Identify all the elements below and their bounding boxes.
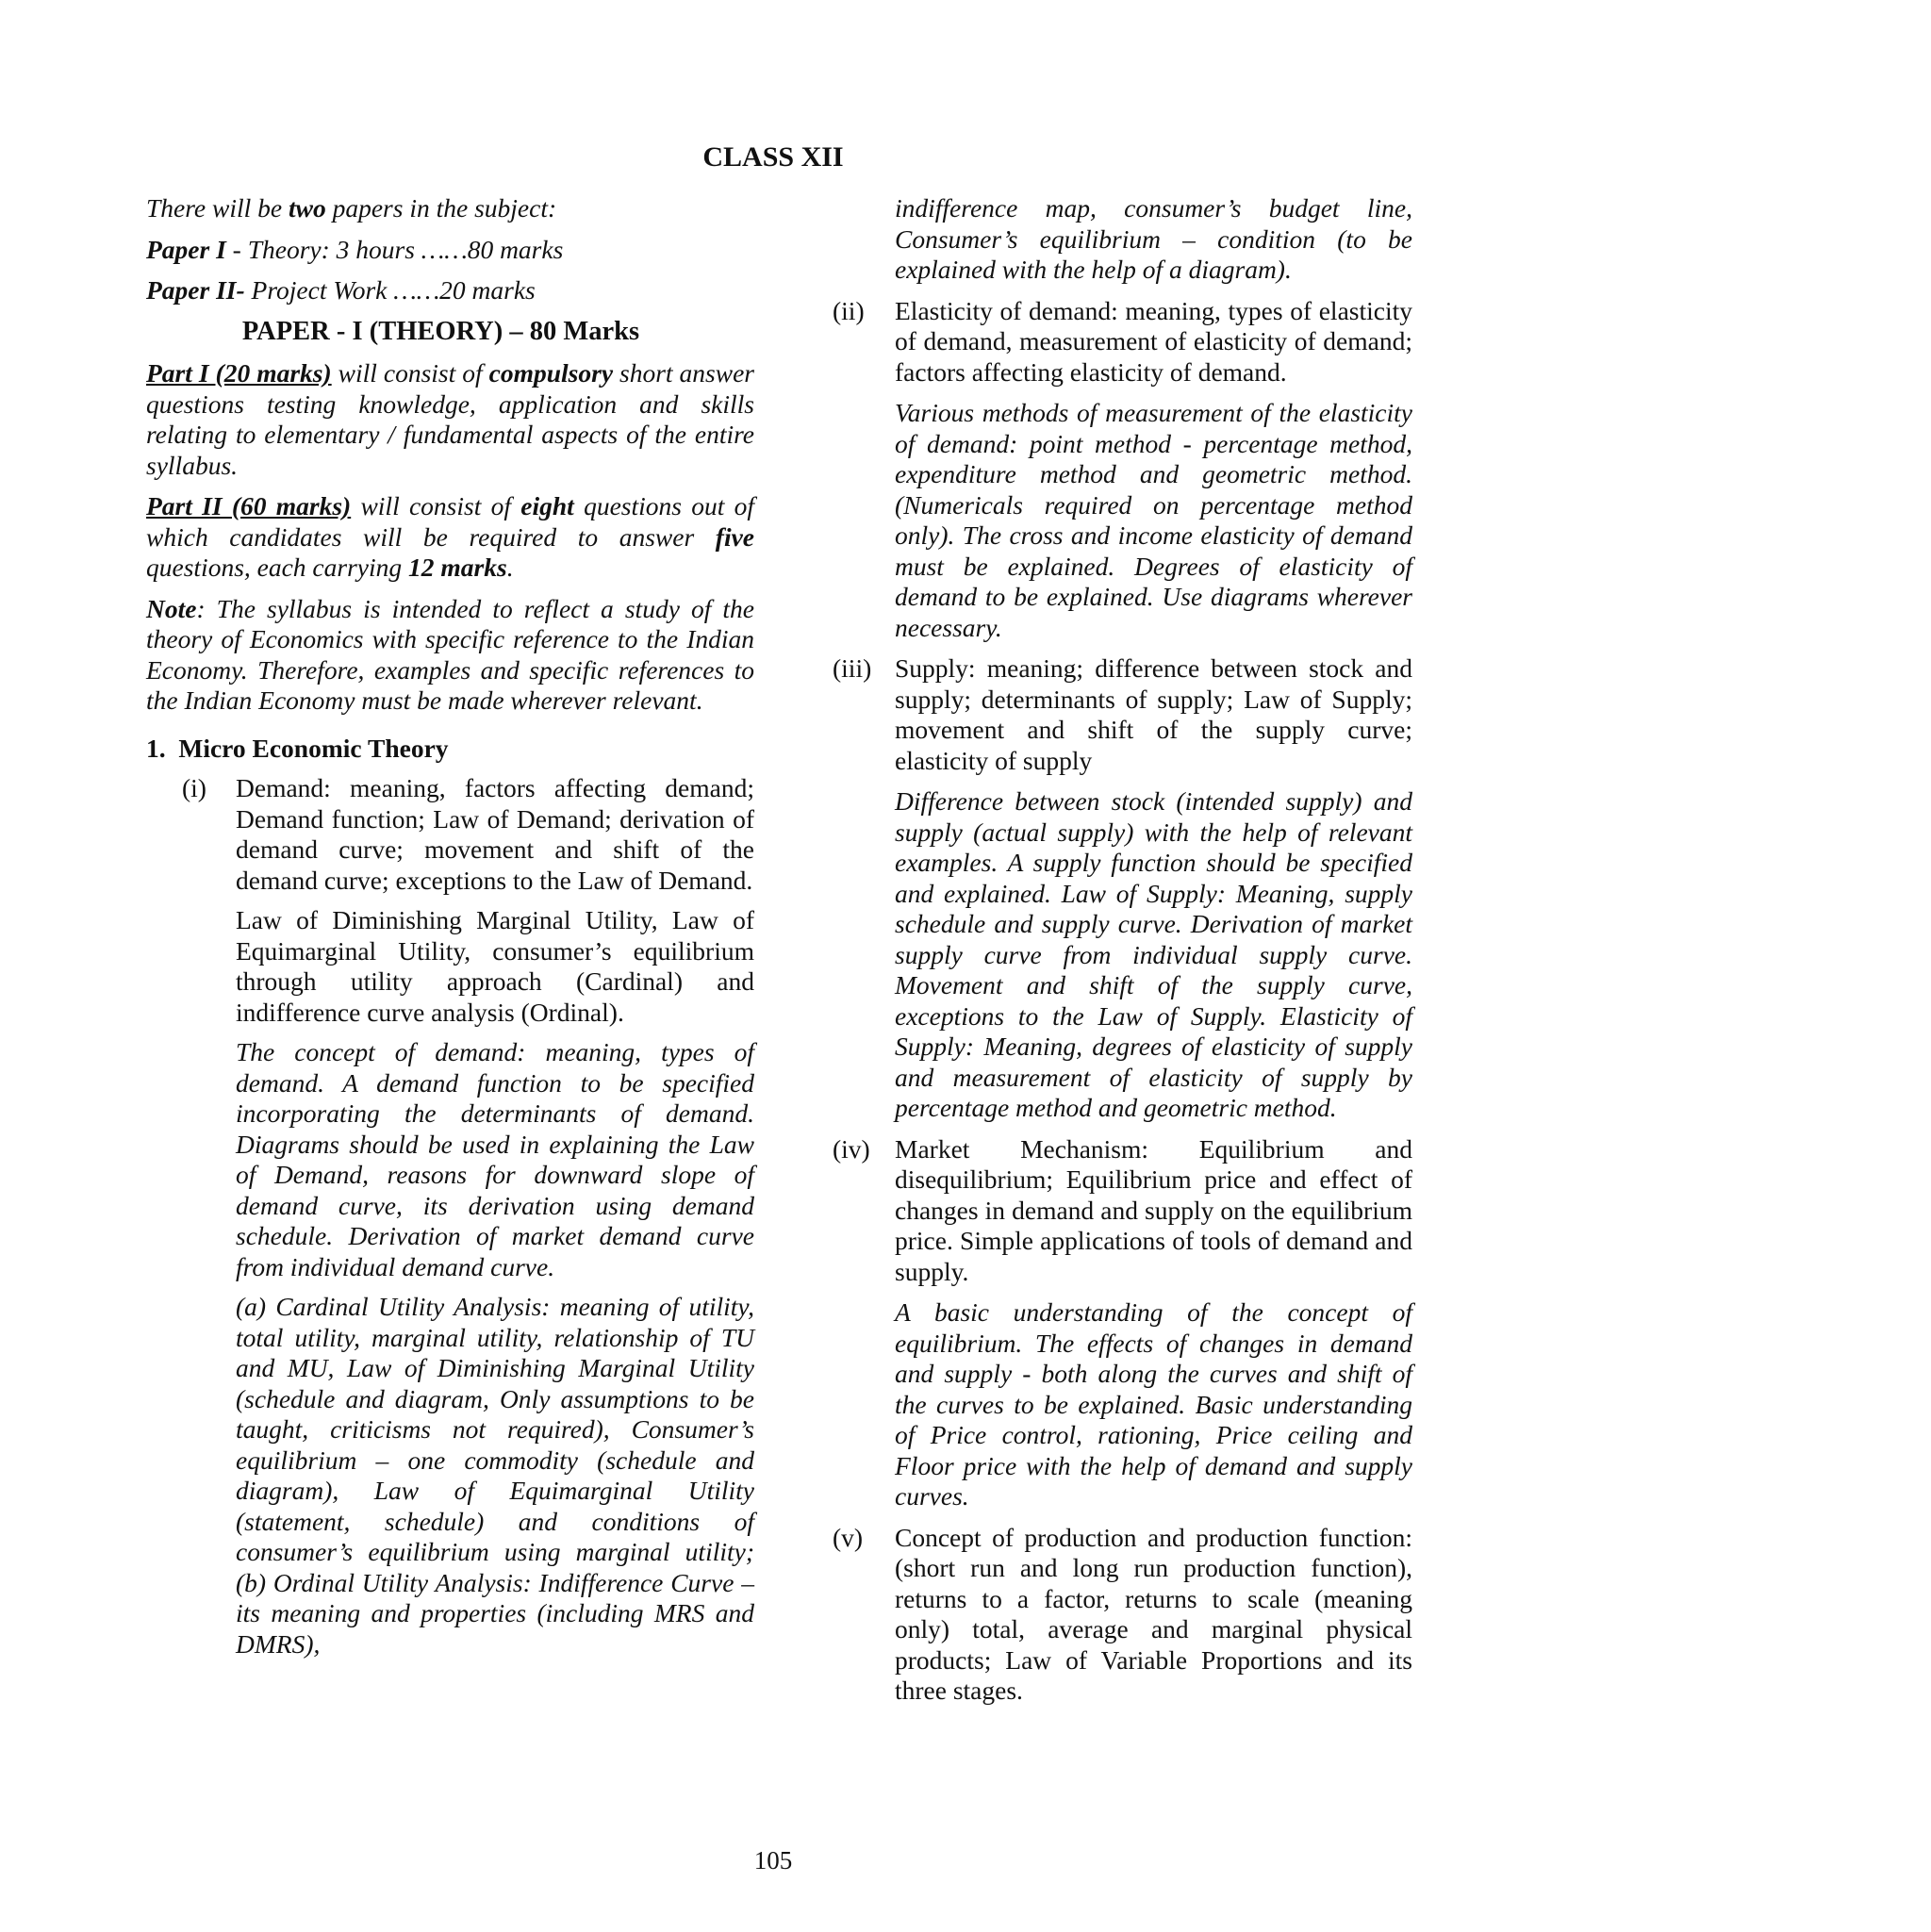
item-i-para4: (a) Cardinal Utility Analysis: meaning of utility, total utility, marginal utility, relationship of TU and MU, Law of Diminishing Marginal Utility (schedule and diagram, Only assumptions to be taught, criticisms not required), Consumer’s equilibrium – one commodity (schedule and diagram), Law of Equimarginal Utility (statement, schedule) and conditions of consumer’s equilibrium using marginal utility; (b) Ordinal Utility Analysis: Indifference Curve – its meaning and properties (including MRS and DMRS), [236,1292,754,1659]
item-i-number: (i) [182,773,206,802]
item-v [833,1523,1412,1707]
item-ii-para2: Various methods of measurement of the elasticity of demand: point method - percentage method, expenditure method and geometric method. (Numericals required on percentage method only). The cross and income elasticity of demand must be explained. Degrees of elasticity of demand to be explained. Use diagrams wherever necessary. [895,398,1412,642]
paper1-label: Paper I [146,234,226,264]
part2-label: Part II (60 marks) [146,491,352,520]
item-iv-para2: A basic understanding of the concept of equilibrium. The effects of changes in demand and supply - both along the curves and shift of the curves to be explained. Basic understanding of Price control, rationing, Price ceiling and Floor price with the help of demand and supply curves. [895,1297,1412,1511]
right-column [833,193,1412,1717]
item-iv [833,1134,1412,1288]
item-ii-number: (ii) [833,295,865,325]
part2-eight: eight [520,491,574,520]
section-heading [146,734,754,765]
part2-five: five [715,521,754,552]
part2-marks: 12 marks [408,553,507,582]
item-ii-text: Elasticity of demand: meaning, types of elasticity of demand, measurement of elasticity of demand; factors affecting elasticity of demand. [895,295,1412,387]
item-i-para2: Law of Diminishing Marginal Utility, Law of Equimarginal Utility, consumer’s equilibrium through utility approach (Cardinal) and indifference curve analysis (Ordinal). [236,905,754,1027]
continuation-paragraph: indifference map, consumer’s budget line, Consumer’s equilibrium – condition (to be explained with the help of a diagram). [895,193,1412,284]
section-number: 1. [146,733,166,763]
item-iv-text: Market Mechanism: Equilibrium and disequilibrium; Equilibrium price and effect of changes in demand and supply on the equilibrium price. Simple applications of tools of demand and supply. [895,1133,1412,1286]
part1-text-c: short answer questions testing knowledge, application and skills relating to elementary / fundamental aspects of the entire syllabus. [146,358,754,480]
item-iii-number: (iii) [833,653,872,683]
note-text: : The syllabus is intended to reflect a study of the theory of Economics with specific reference to the Indian Economy. Therefore, examples and specific references to the Indian Economy must be made wherever relevant. [146,593,754,715]
part1-compulsory: compulsory [488,358,614,388]
intro-lead: There will be [146,193,289,223]
intro-line [146,193,754,224]
intro-two: two [288,193,326,223]
section-title: Micro Economic Theory [178,733,449,763]
paper2-label: Paper II- [146,275,245,305]
part1-text-a: will consist of [331,358,489,388]
note-label: Note [146,593,197,623]
paper2-text: Project Work ……20 marks [244,275,536,305]
item-i-text: Demand: meaning, factors affecting demand; Demand function; Law of Demand; derivation of demand curve; movement and shift of the demand curve; exceptions to the Law of Demand. [236,773,754,895]
item-iii-para2: Difference between stock (intended supply) and supply (actual supply) with the help of relevant examples. A supply function should be specified and explained. Law of Supply: Meaning, supply schedule and supply curve. Derivation of market supply curve from individual supply curve. Movement and shift of the supply curve, exceptions to the Law of Supply. Elasticity of Supply: Meaning, degrees of elasticity of supply and measurement of elasticity of supply by percentage method and geometric method. [895,786,1412,1122]
item-v-text: Concept of production and production function: (short run and long run production function), returns to a factor, returns to scale (meaning only) total, average and marginal physical products; Law of Variable Proportions and its three stages. [895,1522,1412,1705]
part2-paragraph [146,491,754,584]
item-i [146,773,754,896]
part1-label: Part I (20 marks) [146,358,332,388]
part1-paragraph [146,358,754,481]
part2-text-a: will consist of [351,491,521,520]
paper1-line [146,235,754,266]
item-iv-number: (iv) [833,1133,870,1164]
item-i-para3: The concept of demand: meaning, types of demand. A demand function to be specified incorporating the determinants of demand. Diagrams should be used in explaining the Law of Demand, reasons for downward slope of demand curve, its derivation using demand schedule. Derivation of market demand curve from individual demand curve. [236,1037,754,1281]
intro-rest: papers in the subject: [325,193,557,223]
page-title: CLASS XII [702,141,844,173]
part2-text-c: questions out of which candidates will be required to answer [146,491,755,552]
item-v-number: (v) [833,1522,864,1552]
paper-heading: PAPER - I (THEORY) – 80 Marks [241,316,640,346]
item-iii [833,653,1412,776]
part2-text-g: . [506,553,514,582]
part2-text-e: questions, each carrying [146,553,409,582]
paper2-line [146,275,754,306]
note-paragraph [146,594,754,717]
page-number: 105 [753,1846,793,1874]
item-iii-text: Supply: meaning; difference between stock and supply; determinants of supply; Law of Supply; movement and shift of the supply curve; elasticity of supply [895,653,1412,775]
item-ii [833,296,1412,388]
left-column [146,193,754,1669]
paper1-text: - Theory: 3 hours ……80 marks [225,234,564,264]
